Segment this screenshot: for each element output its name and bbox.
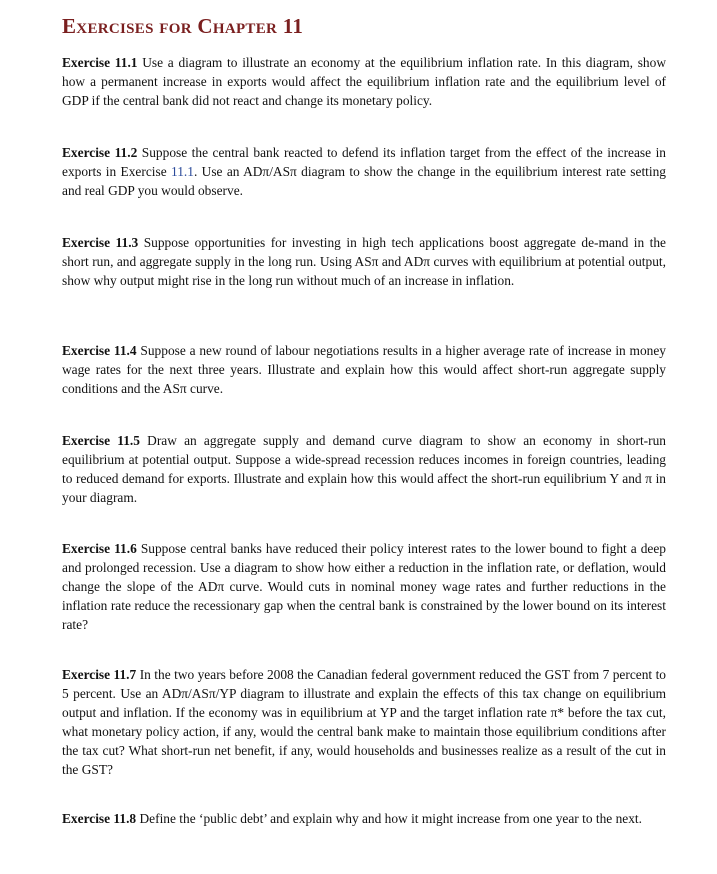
exercise-11-1 bbox=[62, 53, 666, 110]
exercise-label: Exercise 11.6 bbox=[62, 541, 137, 556]
exercise-text: Suppose the central bank reacted to defend its inflation target from the effect of the increase in exports in Exercise bbox=[62, 145, 666, 179]
exercise-label: Exercise 11.4 bbox=[62, 343, 137, 358]
exercise-11-5 bbox=[62, 431, 666, 507]
exercise-text: Suppose opportunities for investing in high tech applications boost aggregate de-mand in the short run, and aggregate supply in the long run. Using ASπ and ADπ curves with equilibrium at potential output, show why output might rise in the long run without much of an increase in inflation. bbox=[62, 235, 666, 288]
exercise-text: Use a diagram to illustrate an economy at the equilibrium inflation rate. In this diagram, show how a permanent increase in exports would affect the equilibrium inflation rate and the equilibrium level of GDP if the central bank did not react and change its monetary policy. bbox=[62, 55, 666, 108]
exercise-label: Exercise 11.5 bbox=[62, 433, 140, 448]
exercise-text: Suppose central banks have reduced their policy interest rates to the lower bound to fight a deep and prolonged recession. Use a diagram to show how either a reduction in the inflation rate, or deflation, would change the slope of the ADπ curve. Would cuts in nominal money wage rates and further reductions in the inflation rate reduce the recessionary gap when the central bank is constrained by the lower bound on its interest rate? bbox=[62, 541, 666, 632]
exercise-cross-reference-link[interactable]: 11.1 bbox=[171, 164, 194, 179]
exercise-label: Exercise 11.7 bbox=[62, 667, 137, 682]
exercise-text-continued: . Use an ADπ/ASπ diagram to show the change in the equilibrium interest rate setting and real GDP you would observe. bbox=[62, 164, 666, 198]
chapter-title: Exercises for Chapter 11 bbox=[62, 14, 304, 38]
exercise-label: Exercise 11.8 bbox=[62, 811, 137, 826]
exercise-11-7 bbox=[62, 665, 666, 779]
exercise-text: Draw an aggregate supply and demand curve diagram to show an economy in short-run equilibrium at potential output. Suppose a wide-spread recession reduces incomes in foreign countries, leading to reduced demand for exports. Illustrate and explain how this would affect the short-run equilibrium Y and π in your diagram. bbox=[62, 433, 666, 505]
exercise-text: Define the ‘public debt’ and explain why and how it might increase from one year to the next. bbox=[139, 811, 642, 826]
exercise-11-2 bbox=[62, 143, 666, 200]
exercise-11-8 bbox=[62, 809, 666, 828]
exercise-text: Suppose a new round of labour negotiations results in a higher average rate of increase in money wage rates for the next three years. Illustrate and explain how this would affect short-run aggregate supply conditions and the ASπ curve. bbox=[62, 343, 666, 396]
exercise-text: In the two years before 2008 the Canadian federal government reduced the GST from 7 percent to 5 percent. Use an ADπ/ASπ/YP diagram to illustrate and explain the effects of this tax change on equilibrium output and inflation. If the economy was in equilibrium at YP and the target inflation rate π* before the tax cut, what monetary policy action, if any, would the central bank make to maintain those equilibrium conditions after the tax cut? What short-run net benefit, if any, would households and businesses realize as a result of the cut in the GST? bbox=[62, 667, 666, 777]
exercise-11-3 bbox=[62, 233, 666, 290]
exercise-11-4 bbox=[62, 341, 666, 398]
page-content bbox=[62, 12, 666, 826]
exercise-label: Exercise 11.2 bbox=[62, 145, 138, 160]
exercise-11-6 bbox=[62, 539, 666, 634]
exercise-label: Exercise 11.1 bbox=[62, 55, 138, 70]
exercise-label: Exercise 11.3 bbox=[62, 235, 139, 250]
